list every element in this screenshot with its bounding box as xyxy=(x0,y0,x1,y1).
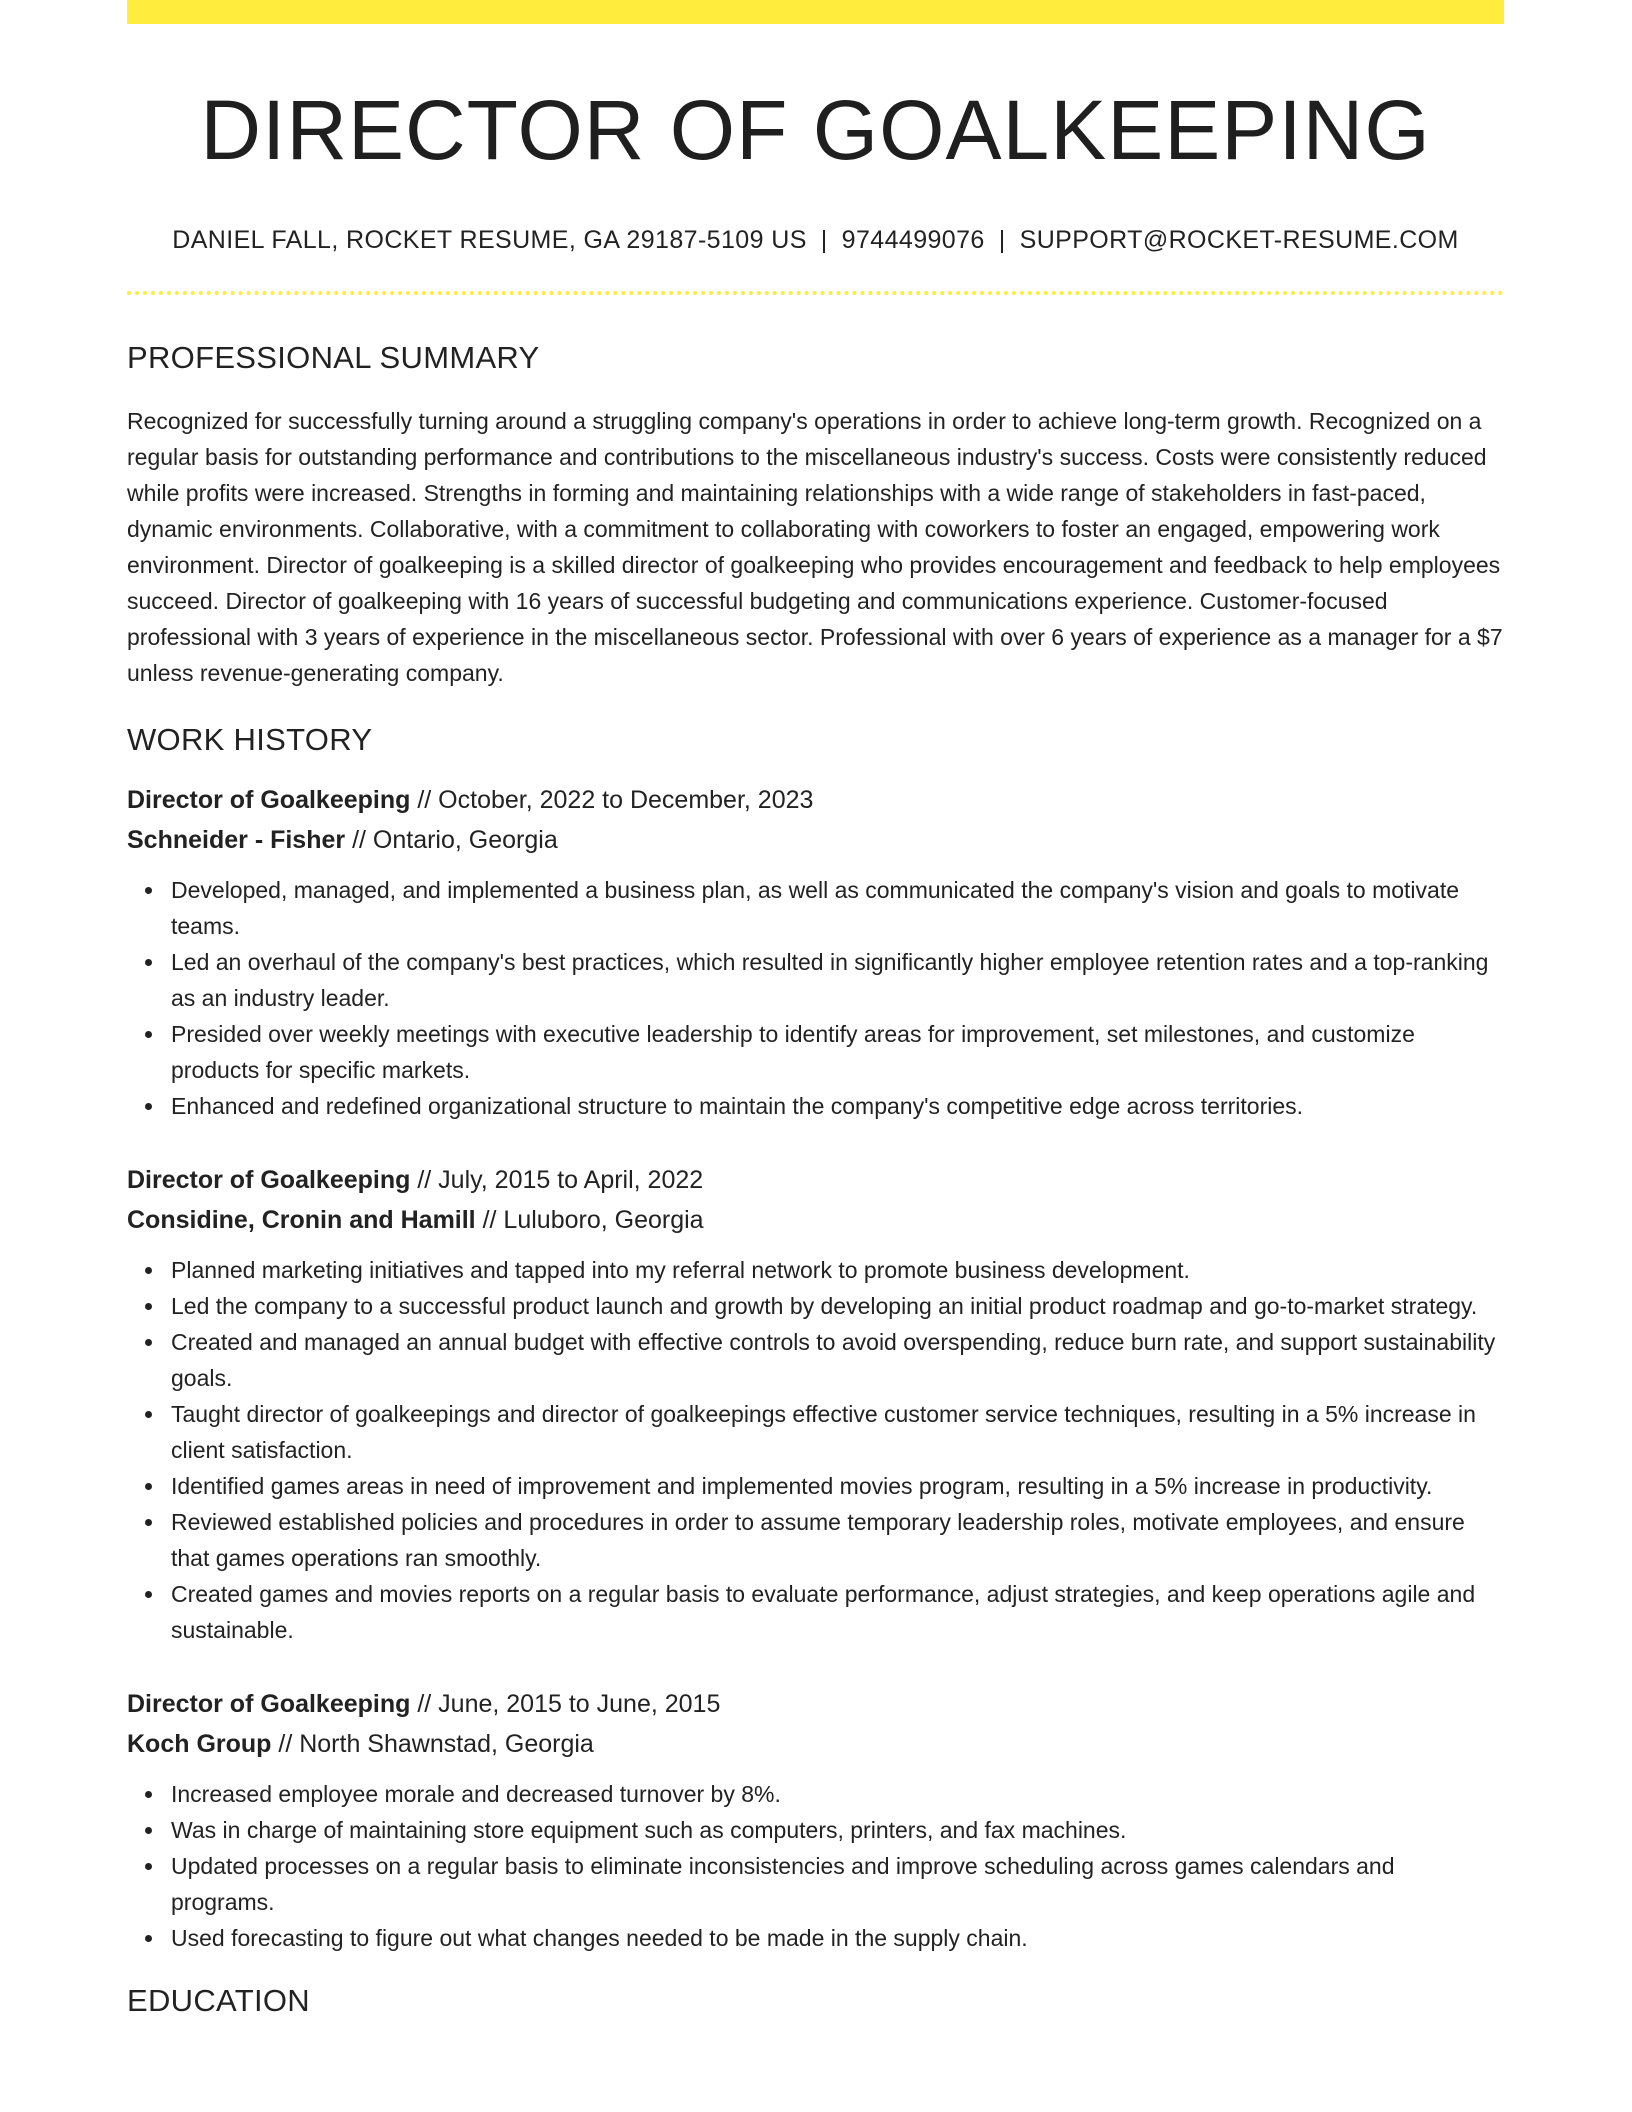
job-entry xyxy=(127,780,1504,1124)
job-title-line xyxy=(127,1684,1504,1724)
resume-title: DIRECTOR OF GOALKEEPING xyxy=(200,83,1431,177)
job-bullets xyxy=(127,1252,1504,1648)
bullet-item: Led an overhaul of the company's best practices, which resulted in significantly higher employee retention rates and a top-ranking as an industry leader. xyxy=(171,944,1504,1016)
job-location: // Luluboro, Georgia xyxy=(475,1205,704,1234)
bullet-item: Developed, managed, and implemented a business plan, as well as communicated the company's vision and goals to motivate teams. xyxy=(171,872,1504,944)
bullet-item: Updated processes on a regular basis to eliminate inconsistencies and improve scheduling across games calendars and programs. xyxy=(171,1848,1504,1920)
contact-separator: | xyxy=(998,226,1006,255)
work-history-heading: WORK HISTORY xyxy=(127,721,373,757)
job-title: Director of Goalkeeping xyxy=(127,785,411,814)
job-dates: // October, 2022 to December, 2023 xyxy=(410,785,814,814)
job-company: Considine, Cronin and Hamill xyxy=(127,1205,476,1234)
bullet-item: Identified games areas in need of improvement and implemented movies program, resulting in a 5% increase in productivity. xyxy=(171,1468,1504,1504)
job-bullets xyxy=(127,872,1504,1124)
bullet-item: Used forecasting to figure out what changes needed to be made in the supply chain. xyxy=(171,1920,1504,1956)
job-dates: // July, 2015 to April, 2022 xyxy=(410,1165,704,1194)
job-company-line xyxy=(127,820,1504,860)
contact-separator: | xyxy=(820,226,828,255)
summary-text: Recognized for successfully turning around a struggling company's operations in order to achieve long-term growth. Recognized on a regular basis for outstanding performance and contributions to the miscellaneous industry's success. Costs were consistently reduced while profits were increased. Strengths in forming and maintaining relationships with a wide range of stakeholders in fast-paced, dynamic environments. Collaborative, with a commitment to collaborating with coworkers to foster an engaged, empowering work environment. Director of goalkeeping is a skilled director of goalkeeping who provides encouragement and feedback to help employees succeed. Director of goalkeeping with 16 years of successful budgeting and communications experience. Customer-focused professional with 3 years of experience in the miscellaneous sector. Professional with over 6 years of experience as a manager for a $7 unless revenue-generating company. xyxy=(127,407,1503,686)
job-location: // Ontario, Georgia xyxy=(345,825,558,854)
bullet-item: Presided over weekly meetings with executive leadership to identify areas for improvement, set milestones, and customize products for specific markets. xyxy=(171,1016,1504,1088)
job-title: Director of Goalkeeping xyxy=(127,1689,411,1718)
job-company: Schneider - Fisher xyxy=(127,825,346,854)
job-entry xyxy=(127,1160,1504,1648)
job-location: // North Shawnstad, Georgia xyxy=(271,1729,594,1758)
job-title-line xyxy=(127,780,1504,820)
job-dates: // June, 2015 to June, 2015 xyxy=(410,1689,721,1718)
resume-page xyxy=(127,0,1504,2019)
bullet-item: Enhanced and redefined organizational structure to maintain the company's competitive edge across territories. xyxy=(171,1088,1504,1124)
contact-email[interactable]: SUPPORT@ROCKET-RESUME.COM xyxy=(1019,226,1459,255)
contact-address: DANIEL FALL, ROCKET RESUME, GA 29187-5109 US xyxy=(172,226,807,255)
bullet-item: Led the company to a successful product launch and growth by developing an initial product roadmap and go-to-market strategy. xyxy=(171,1288,1504,1324)
contact-phone[interactable]: 9744499076 xyxy=(841,226,985,255)
bullet-item: Taught director of goalkeepings and director of goalkeepings effective customer service techniques, resulting in a 5% increase in client satisfaction. xyxy=(171,1396,1504,1468)
job-title-line xyxy=(127,1160,1504,1200)
bullet-item: Was in charge of maintaining store equipment such as computers, printers, and fax machines. xyxy=(171,1812,1504,1848)
bullet-item: Increased employee morale and decreased turnover by 8%. xyxy=(171,1776,1504,1812)
bullet-item: Created and managed an annual budget with effective controls to avoid overspending, reduce burn rate, and support sustainability goals. xyxy=(171,1324,1504,1396)
summary-heading: PROFESSIONAL SUMMARY xyxy=(127,340,540,376)
bullet-item: Planned marketing initiatives and tapped into my referral network to promote business development. xyxy=(171,1252,1504,1288)
dotted-divider xyxy=(127,291,1504,295)
job-company-line xyxy=(127,1724,1504,1764)
bullet-item: Created games and movies reports on a regular basis to evaluate performance, adjust strategies, and keep operations agile and sustainable. xyxy=(171,1576,1504,1648)
contact-line xyxy=(127,226,1504,255)
job-entry xyxy=(127,1684,1504,1956)
job-title: Director of Goalkeeping xyxy=(127,1165,411,1194)
education-heading: EDUCATION xyxy=(127,1982,310,2018)
accent-top-bar xyxy=(127,0,1504,24)
job-bullets xyxy=(127,1776,1504,1956)
job-company-line xyxy=(127,1200,1504,1240)
bullet-item: Reviewed established policies and procedures in order to assume temporary leadership roles, motivate employees, and ensure that games operations ran smoothly. xyxy=(171,1504,1504,1576)
job-company: Koch Group xyxy=(127,1729,272,1758)
